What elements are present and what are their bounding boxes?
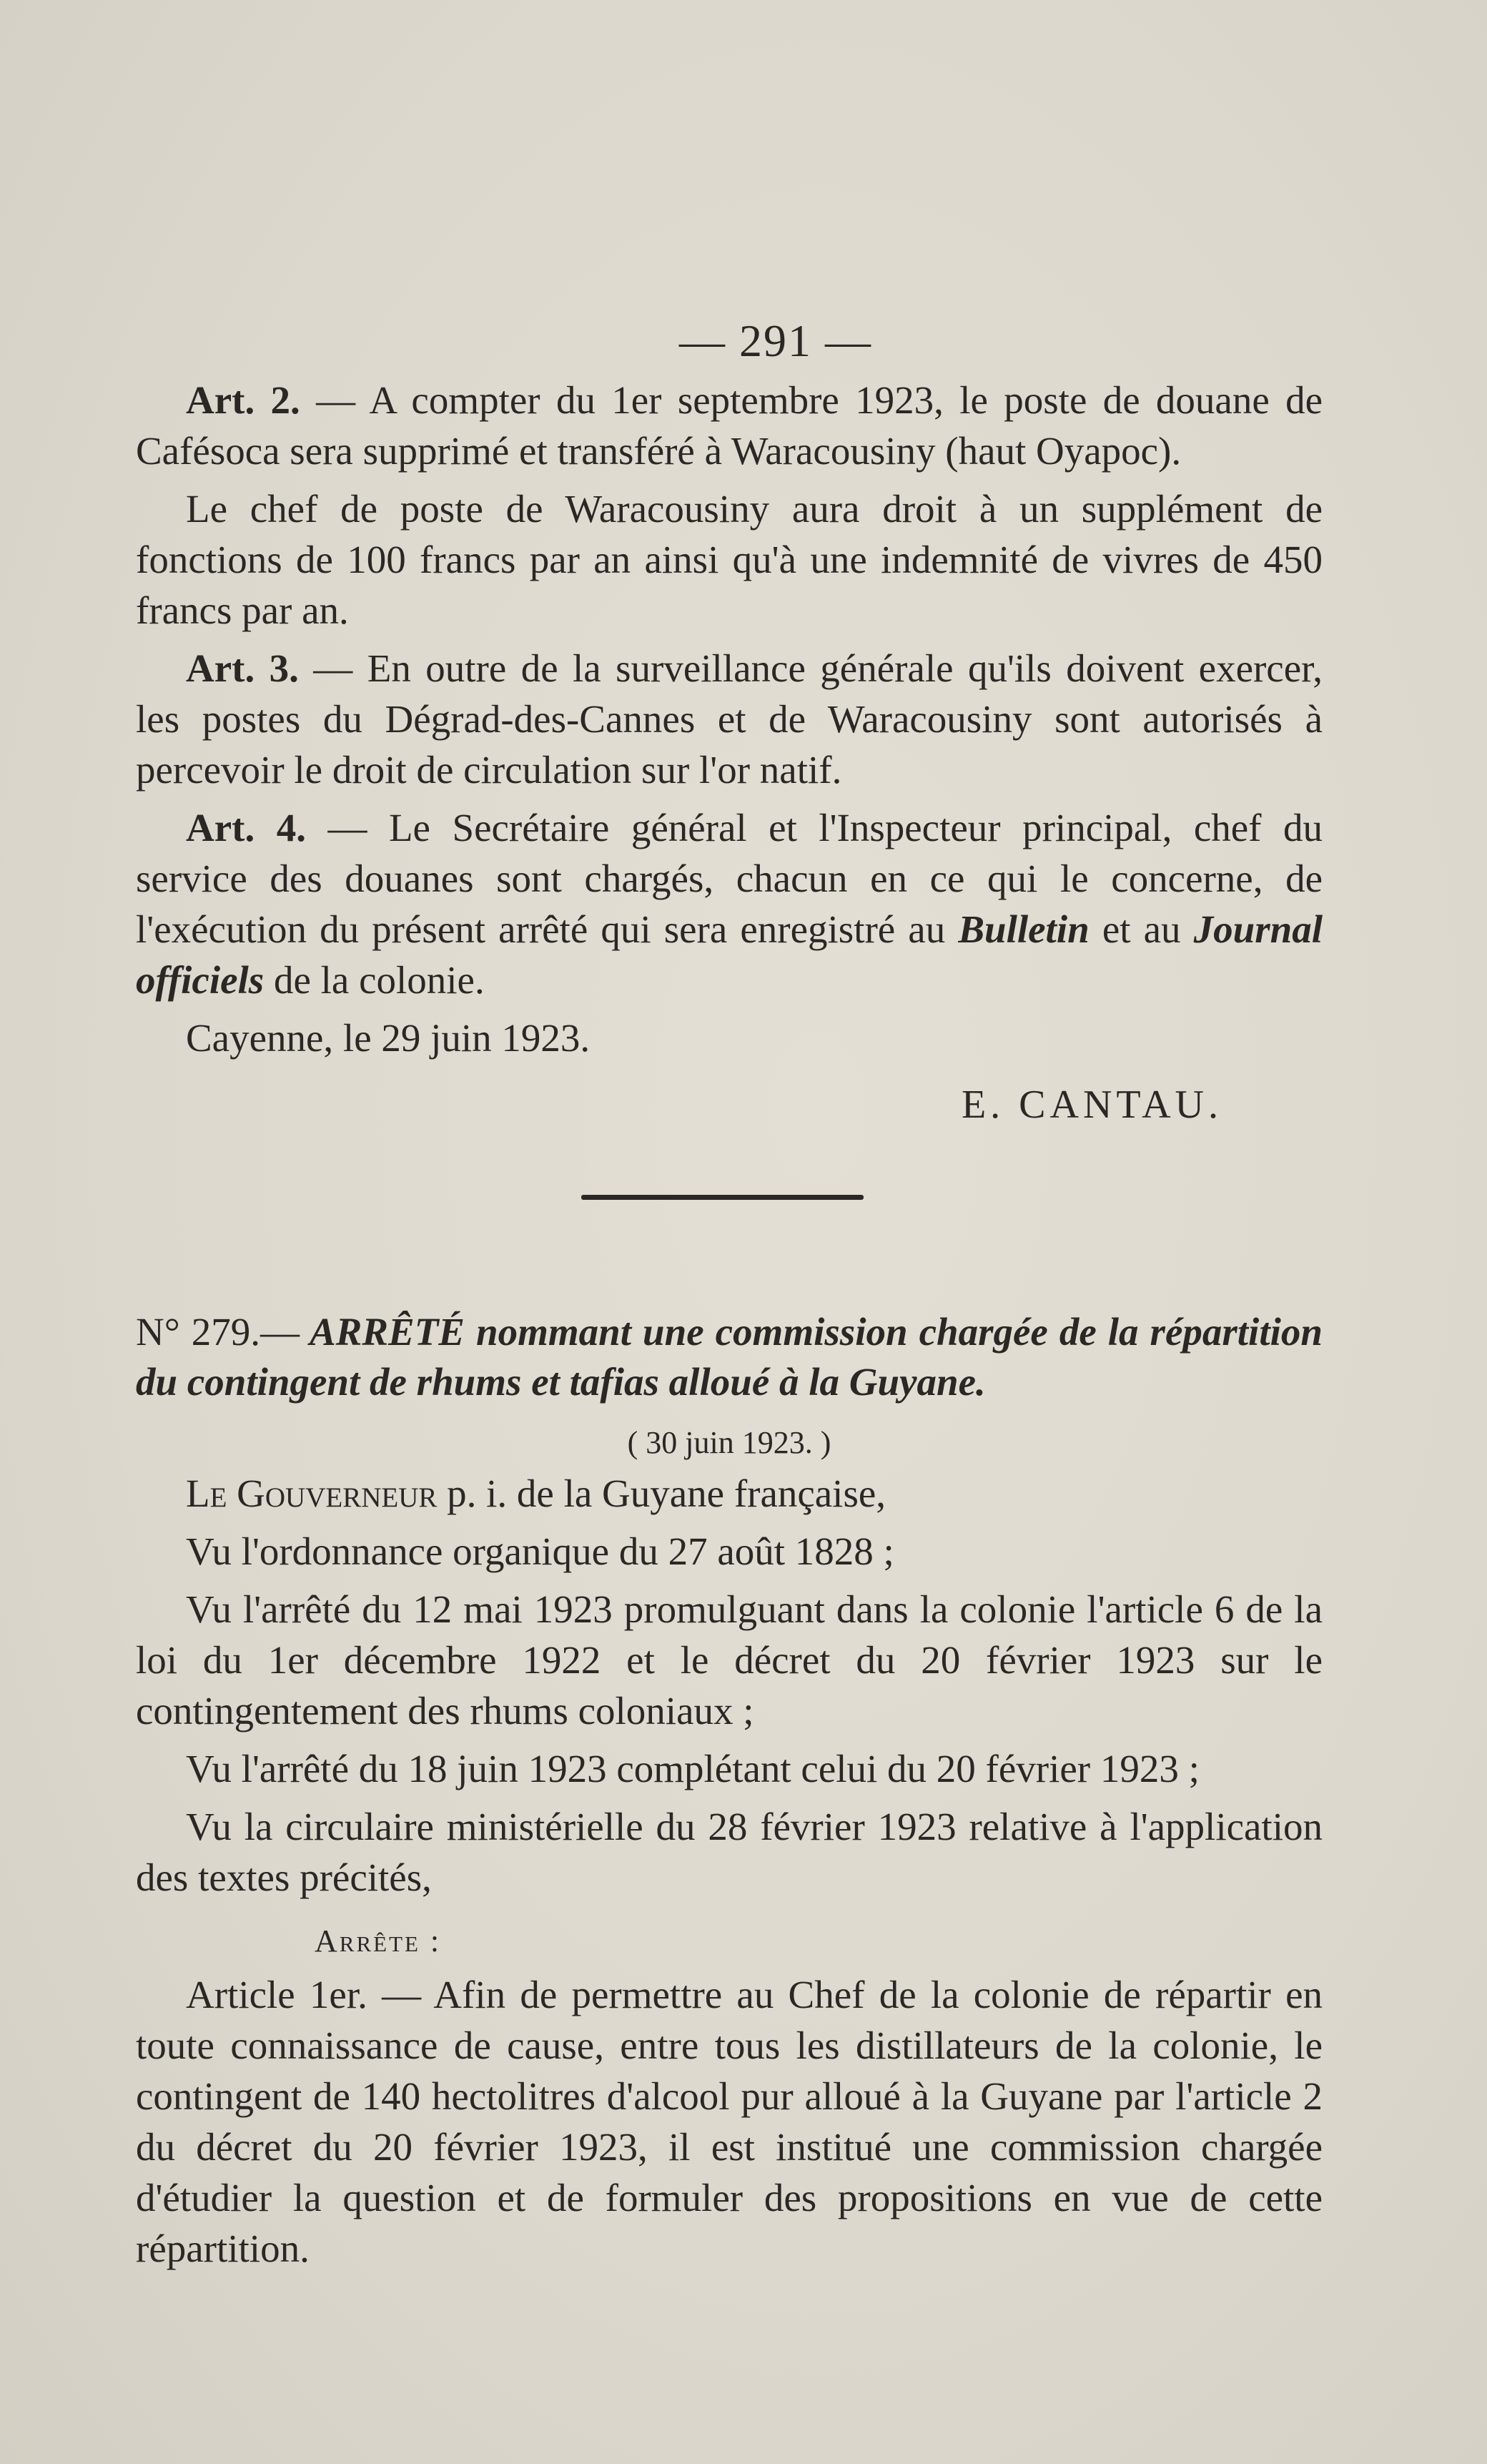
decree-header	[136, 1307, 1323, 1407]
page-number: — 291 —	[679, 315, 872, 366]
vu-circulaire: Vu la circulaire ministérielle du 28 février 1923 relative à l'application des textes précités,	[136, 1805, 1323, 1899]
gouverneur-text: p. i. de la Guyane française,	[437, 1472, 886, 1515]
article-2-text: — A compter du 1er septembre 1923, le poste de douane de Cafésoca sera supprimé et transféré à Waracousiny (haut Oyapoc).	[136, 378, 1323, 473]
text-column	[136, 315, 1323, 2274]
article-1	[136, 1969, 1323, 2274]
bulletin-title: Bulletin	[958, 907, 1090, 951]
vu-ordonnance: Vu l'ordonnance organique du 27 août 1828 ;	[186, 1529, 894, 1573]
decree-date: ( 30 juin 1923. )	[627, 1425, 831, 1460]
gouverneur-lead: Le Gouverneur	[186, 1472, 438, 1515]
place-and-date: Cayenne, le 29 juin 1923.	[186, 1016, 591, 1060]
decree-title: ARRÊTÉ nommant une commission chargée de la répartition du contingent de rhums et tafias alloué à la Guyane.	[136, 1310, 1323, 1404]
article-4	[136, 802, 1323, 1005]
journal-title: Journal officiels	[136, 907, 1323, 1002]
vu-arrete-18-juin: Vu l'arrêté du 18 juin 1923 complétant celui du 20 février 1923 ;	[186, 1747, 1200, 1790]
article-3-label: Art. 3.	[186, 646, 299, 690]
article-3-text: — En outre de la surveillance générale qu'ils doivent exercer, les postes du Dégrad-des-Cannes et de Waracousiny sont autorisés à percevoir le droit de circulation sur l'or natif.	[136, 646, 1323, 792]
article-2-label: Art. 2.	[186, 378, 300, 422]
article-4-text-a: — Le Secrétaire général et l'Inspecteur principal, chef du service des douanes sont chargés, chacun en ce qui le concerne, de l'exécution du présent arrêté qui sera enregistré au	[136, 806, 1323, 951]
arrete-heading: Arrête :	[315, 1923, 442, 1958]
article-4-label: Art. 4.	[186, 806, 306, 849]
article-2	[136, 375, 1323, 476]
section-divider	[581, 1195, 864, 1200]
article-4-text-b: et au	[1089, 907, 1194, 951]
signature: E. CANTAU.	[961, 1083, 1222, 1127]
article-1-label: Article 1er.	[186, 1973, 367, 2016]
article-4-text-c: de la colonie.	[264, 958, 485, 1002]
decree-number: N° 279.—	[136, 1310, 300, 1354]
article-3	[136, 643, 1323, 795]
paragraph-chef-de-poste: Le chef de poste de Waracousiny aura droit à un supplément de fonctions de 100 francs par an ainsi qu'à une indemnité de vivres de 450 francs par an.	[136, 487, 1323, 632]
vu-arrete-12-mai: Vu l'arrêté du 12 mai 1923 promulguant dans la colonie l'article 6 de la loi du 1er décembre 1922 et le décret du 20 février 1923 sur le contingentement des rhums coloniaux ;	[136, 1587, 1323, 1733]
article-1-text: — Afin de permettre au Chef de la colonie de répartir en toute connaissance de cause, entre tous les distillateurs de la colonie, le contingent de 140 hectolitres d'alcool pur alloué à la Guyane par l'article 2 du décret du 20 février 1923, il est institué une commission chargée d'étudier la question et de formuler des propositions en vue de cette répartition.	[136, 1973, 1323, 2270]
gouverneur-line	[136, 1468, 1323, 1519]
